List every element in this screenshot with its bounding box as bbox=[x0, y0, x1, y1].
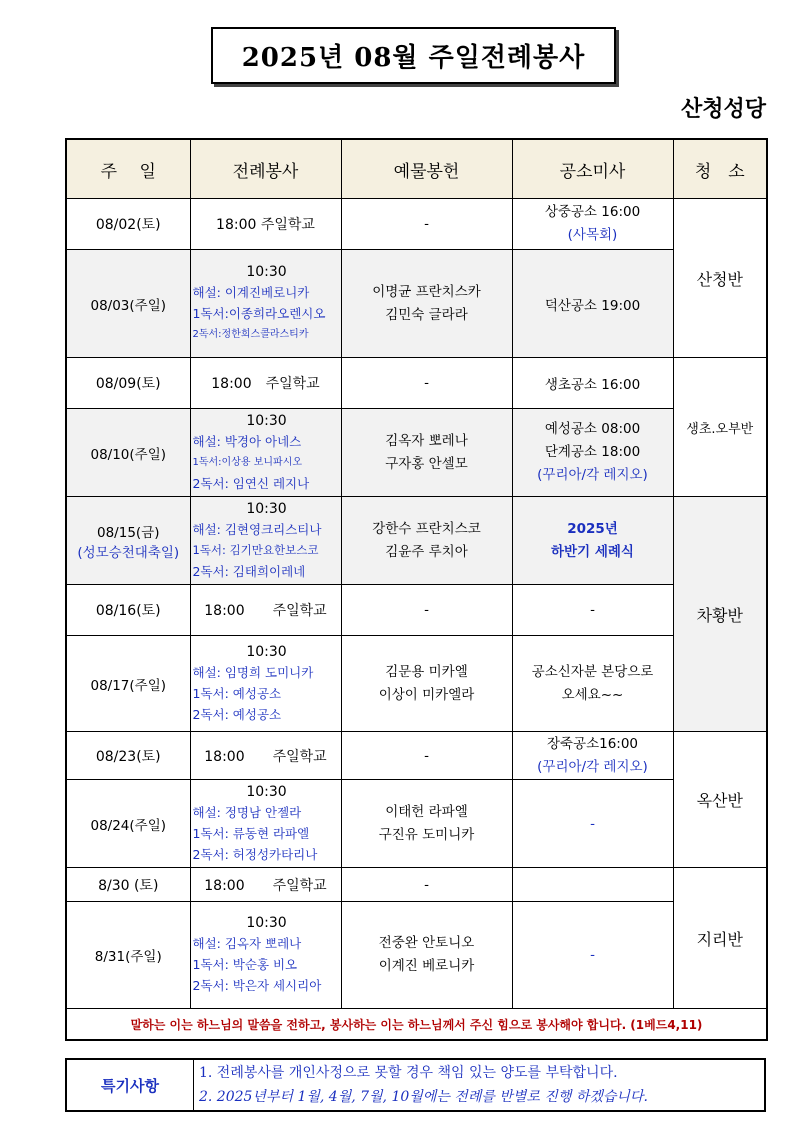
baptism-year: 2025년 bbox=[567, 520, 618, 537]
cleaning-group-1: 산청반 bbox=[673, 199, 767, 358]
mission-cell: 생초공소 16:00 bbox=[512, 358, 673, 409]
offering-line: 이태헌 라파엘 bbox=[385, 803, 468, 820]
date-cell: 8/31(주일) bbox=[66, 902, 190, 1009]
table-row bbox=[66, 358, 767, 409]
date-cell: 08/09(토) bbox=[66, 358, 190, 409]
baptism-label: 하반기 세례식 bbox=[551, 543, 634, 560]
mass-time: 10:30 bbox=[246, 500, 287, 517]
date-cell: 08/17(주일) bbox=[66, 636, 190, 732]
table-row bbox=[66, 199, 767, 250]
date-cell: 08/16(토) bbox=[66, 585, 190, 636]
mission-cell bbox=[512, 199, 673, 250]
mission-line: 단계공소 18:00 bbox=[544, 444, 641, 460]
mission-cell: - bbox=[512, 902, 673, 1009]
liturgy-cell: 18:00 주일학교 bbox=[190, 732, 341, 780]
table-row bbox=[66, 250, 767, 358]
commentator: 해설: 김현영크리스티나 bbox=[192, 521, 322, 537]
cleaning-group-2: 생초.오부반 bbox=[673, 358, 767, 497]
commentator: 해설: 이계진베로니카 bbox=[192, 284, 310, 300]
mass-time: 10:30 bbox=[246, 263, 287, 280]
second-reader: 2독서: 임연신 레지나 bbox=[192, 475, 310, 491]
liturgy-cell bbox=[190, 250, 341, 358]
table-row bbox=[66, 902, 767, 1009]
header-date: 주 일 bbox=[66, 139, 190, 199]
mission-cell: - bbox=[512, 780, 673, 868]
offering-cell: - bbox=[341, 732, 512, 780]
date-cell: 08/23(토) bbox=[66, 732, 190, 780]
first-reader: 1독서: 예성공소 bbox=[192, 685, 282, 701]
footnote-row bbox=[66, 1009, 767, 1041]
first-reader: 1독서: 류동현 라파엘 bbox=[192, 825, 310, 841]
schedule-table bbox=[65, 138, 768, 1041]
offering-cell bbox=[341, 409, 512, 497]
commentator: 해설: 정명남 안젤라 bbox=[192, 804, 302, 820]
offering-line: 이명균 프란치스카 bbox=[372, 283, 481, 300]
first-reader: 1독서: 박순홍 비오 bbox=[192, 957, 298, 972]
mass-time: 10:30 bbox=[246, 915, 287, 931]
offering-cell: - bbox=[341, 199, 512, 250]
first-reader: 1독서:이상용 보니파시오 bbox=[192, 456, 303, 468]
offering-line: 구진유 도미니카 bbox=[378, 826, 475, 843]
second-reader: 2독서: 박은자 세시리아 bbox=[192, 978, 322, 993]
second-reader: 2독서: 허정성카타리나 bbox=[192, 846, 318, 862]
mission-line: (꾸리아/각 레지오) bbox=[537, 467, 648, 483]
table-row bbox=[66, 732, 767, 780]
offering-line: 이상이 미카엘라 bbox=[378, 686, 475, 703]
feast-name: (성모승천대축일) bbox=[77, 544, 180, 561]
offering-cell bbox=[341, 780, 512, 868]
first-reader: 1독서: 김기만요한보스코 bbox=[192, 542, 319, 557]
liturgy-cell: 18:00 주일학교 bbox=[190, 585, 341, 636]
commentator: 해설: 김옥자 뽀레나 bbox=[192, 936, 302, 951]
header-offering: 예물봉헌 bbox=[341, 139, 512, 199]
liturgy-cell: 18:00 주일학교 bbox=[190, 868, 341, 902]
liturgy-cell: 18:00 주일학교 bbox=[190, 199, 341, 250]
offering-line: 이계진 베로니카 bbox=[378, 958, 475, 974]
second-reader: 2독서: 김태희이레네 bbox=[192, 563, 306, 579]
scripture-footnote: 말하는 이는 하느님의 말씀을 전하고, 봉사하는 이는 하느님께서 주신 힘으로 봉사해야 합니다. (1베드4,11) bbox=[66, 1009, 767, 1041]
mission-line: 오세요~~ bbox=[561, 686, 624, 703]
offering-line: 구자홍 안셀모 bbox=[385, 455, 468, 472]
mission-line: 공소신자분 본당으로 bbox=[531, 663, 654, 680]
cleaning-group-3: 차황반 bbox=[673, 497, 767, 732]
offering-cell: - bbox=[341, 585, 512, 636]
offering-cell bbox=[341, 902, 512, 1009]
offering-line: 김문용 미카엘 bbox=[385, 663, 468, 680]
mass-time: 10:30 bbox=[246, 412, 287, 429]
liturgy-cell bbox=[190, 902, 341, 1009]
mission-cell bbox=[512, 497, 673, 585]
mass-time: 10:30 bbox=[246, 783, 287, 800]
commentator: 해설: 박경아 아네스 bbox=[192, 433, 302, 449]
liturgy-cell: 18:00 주일학교 bbox=[190, 358, 341, 409]
second-reader: 2독서:정한희스콜라스티카 bbox=[192, 328, 309, 340]
date-cell: 08/10(주일) bbox=[66, 409, 190, 497]
table-row bbox=[66, 636, 767, 732]
second-reader: 2독서: 예성공소 bbox=[192, 706, 282, 722]
date-cell: 08/02(토) bbox=[66, 199, 190, 250]
offering-line: 김옥자 뽀레나 bbox=[385, 432, 468, 449]
offering-cell bbox=[341, 250, 512, 358]
offering-cell bbox=[341, 636, 512, 732]
offering-cell bbox=[341, 497, 512, 585]
date-line: 08/15(금) bbox=[97, 524, 160, 541]
offering-line: 강한수 프란치스코 bbox=[372, 520, 481, 537]
mission-line: (사목회) bbox=[567, 227, 618, 243]
mass-time: 10:30 bbox=[246, 643, 287, 660]
header-mission: 공소미사 bbox=[512, 139, 673, 199]
parish-name: 산청성당 bbox=[680, 96, 766, 122]
header-liturgy: 전례봉사 bbox=[190, 139, 341, 199]
note-line-1: 1. 전례봉사를 개인사정으로 못할 경우 책임 있는 양도를 부탁합니다. bbox=[199, 1065, 618, 1081]
page-title: 2025년 08월 주일전례봉사 bbox=[211, 27, 616, 84]
notes-table bbox=[65, 1058, 766, 1112]
mission-line: 장죽공소16:00 bbox=[546, 735, 639, 752]
mission-cell: 덕산공소 19:00 bbox=[512, 250, 673, 358]
liturgy-cell bbox=[190, 636, 341, 732]
cleaning-group-5: 지리반 bbox=[673, 868, 767, 1009]
offering-cell: - bbox=[341, 868, 512, 902]
mission-line: (꾸리아/각 레지오) bbox=[537, 758, 648, 775]
notes-body bbox=[194, 1059, 766, 1111]
notes-label: 특기사항 bbox=[66, 1059, 194, 1111]
mission-cell bbox=[512, 732, 673, 780]
date-cell: 8/30 (토) bbox=[66, 868, 190, 902]
offering-line: 김민숙 글라라 bbox=[385, 306, 468, 323]
note-line-2: 2. 2025년부터 1월, 4월, 7월, 10월에는 전례를 반별로 진행 하겠습니다. bbox=[199, 1089, 648, 1105]
offering-cell: - bbox=[341, 358, 512, 409]
table-row bbox=[66, 585, 767, 636]
mission-line: 예성공소 08:00 bbox=[544, 421, 641, 437]
first-reader: 1독서:이종희라오렌시오 bbox=[192, 305, 326, 321]
header-cleaning: 청 소 bbox=[673, 139, 767, 199]
date-cell: 08/24(주일) bbox=[66, 780, 190, 868]
cleaning-group-4: 옥산반 bbox=[673, 732, 767, 868]
offering-line: 전중완 안토니오 bbox=[378, 935, 475, 951]
mission-cell bbox=[512, 868, 673, 902]
commentator: 해설: 임명희 도미니카 bbox=[192, 664, 314, 680]
mission-line: 상중공소 16:00 bbox=[544, 204, 641, 220]
mission-cell: - bbox=[512, 585, 673, 636]
liturgy-cell bbox=[190, 780, 341, 868]
offering-line: 김윤주 루치아 bbox=[385, 543, 468, 560]
table-row bbox=[66, 497, 767, 585]
mission-cell bbox=[512, 636, 673, 732]
table-row bbox=[66, 780, 767, 868]
date-cell: 08/03(주일) bbox=[66, 250, 190, 358]
table-header-row bbox=[66, 139, 767, 199]
table-row bbox=[66, 868, 767, 902]
liturgy-cell bbox=[190, 409, 341, 497]
table-row bbox=[66, 409, 767, 497]
date-cell bbox=[66, 497, 190, 585]
liturgy-cell bbox=[190, 497, 341, 585]
mission-cell bbox=[512, 409, 673, 497]
